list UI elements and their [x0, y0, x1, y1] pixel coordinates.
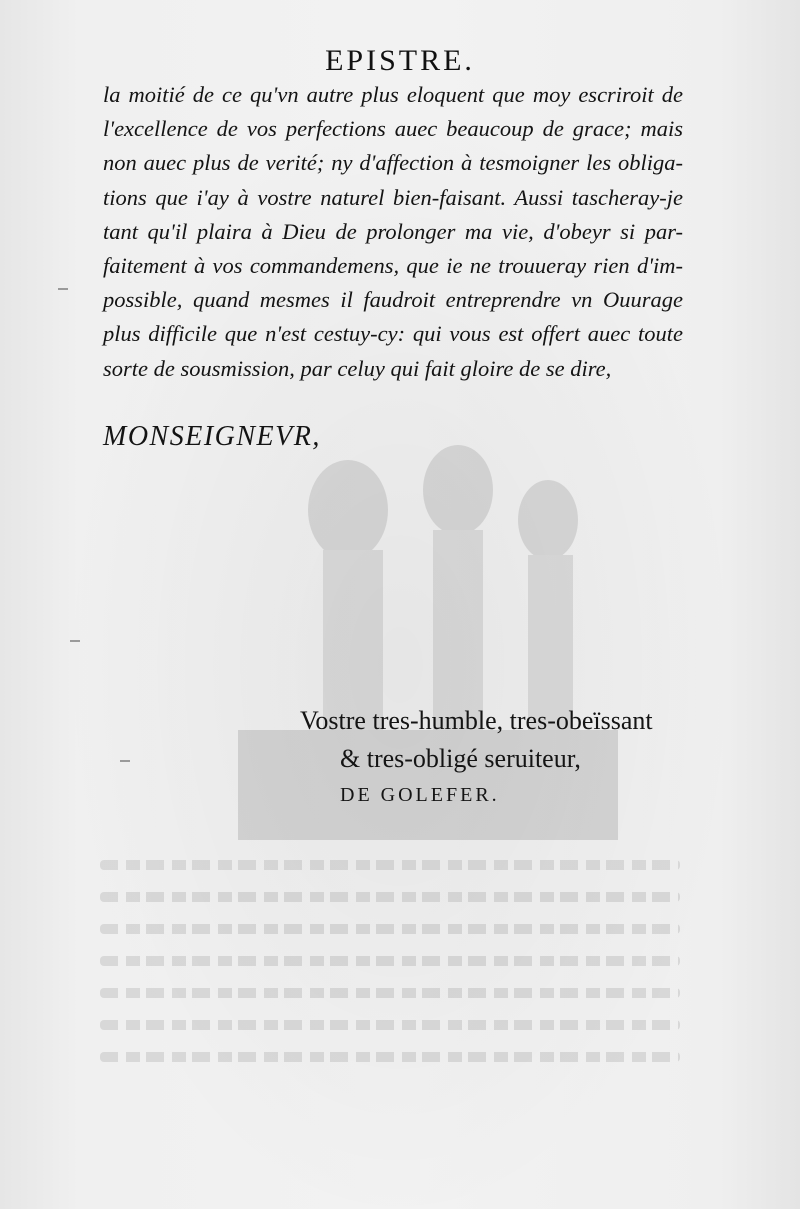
body-line: tant qu'il plaira à Dieu de prolonger ma vie, d'obeyr si par-	[103, 218, 683, 244]
salutation: MONSEIGNEVR,	[103, 421, 321, 452]
body-line: la moitié de ce qu'vn autre plus eloquent que moy escriroit de	[103, 82, 683, 107]
body-line: plus difficile que n'est cestuy-cy: qui vous est offert auec toute	[103, 321, 683, 347]
body-line: faitement à vos commandemens, que ie ne trouueray rien d'im-	[103, 253, 683, 279]
closing-line-2: & tres-obligé seruiteur,	[340, 744, 581, 773]
body-line: sorte de sousmission, par celuy qui fait gloire de se dire,	[103, 355, 612, 381]
body-line: non auec plus de verité; ny d'affection à tesmoigner les obliga-	[103, 150, 683, 176]
margin-mark	[58, 288, 68, 290]
margin-mark	[70, 640, 80, 642]
margin-mark	[120, 760, 130, 762]
running-head: EPISTRE.	[325, 44, 475, 77]
signature-name: DE GOLEFER.	[340, 784, 500, 806]
body-line: l'excellence de vos perfections auec beaucoup de grace; mais	[103, 116, 683, 142]
epistle-body	[103, 78, 683, 386]
body-line: tions que i'ay à vostre naturel bien-faisant. Aussi tascheray-je	[103, 184, 683, 210]
show-through-text	[100, 860, 680, 1090]
closing-line-1: Vostre tres-humble, tres-obeïssant	[300, 706, 653, 735]
body-line: possible, quand mesmes il faudroit entreprendre vn Ouurage	[103, 287, 683, 313]
closing-signature-block	[300, 706, 653, 807]
